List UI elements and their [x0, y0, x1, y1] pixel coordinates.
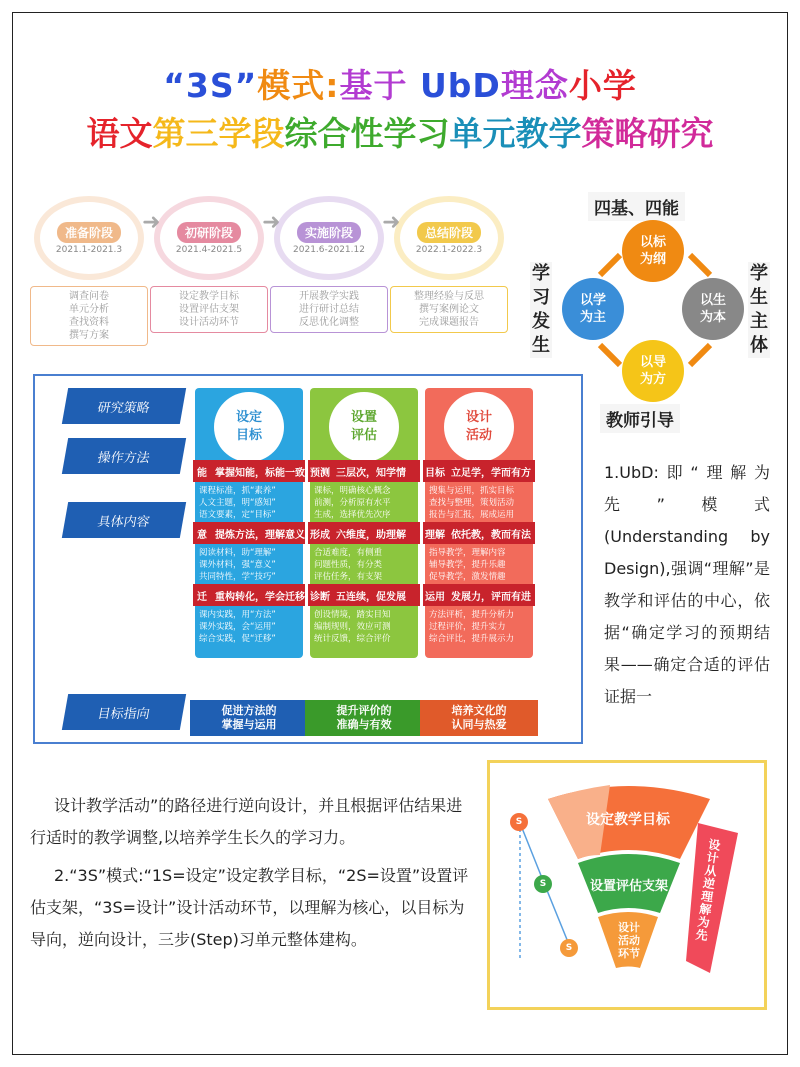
content-line: 创设情境，踏实目知 [314, 610, 391, 620]
stage-date: 2022.1-2022.3 [415, 244, 483, 255]
strip-tag: 诊断 [310, 591, 330, 603]
stage-date: 2021.4-2021.5 [175, 244, 243, 255]
strip-text: 五连续，促发展 [336, 591, 406, 603]
content-line: 综合实践，促“迁移” [199, 634, 276, 644]
stage-4 [390, 196, 508, 333]
method-strip [308, 584, 420, 606]
content-line: 促导教学，激发情趣 [429, 572, 506, 582]
stage-name: 实施阶段 [297, 222, 361, 243]
content-line: 查找与整理，策划活动 [429, 498, 515, 508]
method-strip [193, 460, 305, 482]
ubd-description: 1.UbD:即“理解为先”模式(Understanding by Design),强调“理解”是教学和评估的中心，依据“确定学习的预期结果——确定合适的评估证据一 [604, 463, 770, 706]
column-head: 设计 活动 [444, 392, 514, 462]
content-line: 统计反馈，综合评价 [314, 634, 391, 644]
strip-text: 发展力，评而有进 [451, 591, 531, 603]
content-line: 方法评析，提升分析力 [429, 610, 515, 620]
stage-item: 单元分析 [69, 304, 109, 315]
strip-tag: 目标 [425, 467, 445, 479]
fan-side-label: 设计从逆 理解为先 [694, 837, 722, 944]
strip-text: 提炼方法，理解意义 [215, 529, 305, 541]
stage-item: 设置评估支架 [179, 304, 239, 315]
content-line: 阅读材料，助“理解” [199, 548, 276, 558]
method-strip [423, 584, 535, 606]
method-strip [423, 522, 535, 544]
goal-2: 提升评价的 准确与有效 [305, 700, 423, 736]
content-line: 前测，分析原有水平 [314, 498, 391, 508]
content-line: 共同特性，学“技巧” [199, 572, 276, 582]
goal-1: 促进方法的 掌握与运用 [190, 700, 308, 736]
fan-layer-3: 设计 活动 环节 [618, 921, 640, 960]
title-segment: “3S” [163, 66, 258, 105]
stage-3 [270, 196, 388, 333]
content-line: 问题性质，有分类 [314, 560, 383, 570]
content-line: 搜集与运用，抓实目标 [429, 486, 515, 496]
row-tag-1: 研究策略 [62, 388, 186, 424]
method-strip [308, 522, 420, 544]
stage-item: 调查问卷 [69, 291, 109, 302]
cycle-bottom-label: 教师引导 [600, 404, 680, 433]
content-line: 评估任务，有支架 [314, 572, 383, 582]
content-line: 课程标准，抓“素养” [199, 486, 276, 496]
strategy-diagram [33, 374, 583, 744]
strip-tag: 迁 [197, 591, 207, 603]
strip-tag: 形成 [310, 529, 330, 541]
strip-text: 依托教，教而有法 [451, 529, 531, 541]
cycle-node-top: 以标 为纲 [622, 220, 684, 282]
stage-name: 准备阶段 [57, 222, 121, 243]
paragraph-2: 2.“3S”模式:“1S=设定”设定教学目标，“2S=设置”设置评估支架，“3S=设计”设计活动环节，以理解为核心，以目标为导向，逆向设计，三步(Step)习单元整体建构。 [30, 866, 469, 949]
method-strip [423, 460, 535, 482]
strip-text: 重构转化，学会迁移 [215, 591, 305, 603]
title-segment: 理念 [500, 66, 569, 105]
row-tag-4: 目标指向 [62, 694, 186, 730]
s-ball-1: S [510, 813, 528, 831]
title-segment: 综合性学习 [284, 114, 450, 153]
strip-tag: 预测 [310, 467, 330, 479]
stage-item: 查找资料 [69, 317, 109, 328]
strategy-column-1 [195, 388, 303, 658]
title-segment: 策略研究 [581, 114, 714, 153]
fan-layer-2: 设置评估支架 [590, 879, 669, 894]
stage-item: 完成课题报告 [419, 317, 479, 328]
stage-item: 反思优化调整 [299, 317, 359, 328]
fan-layer-1: 设定教学目标 [586, 812, 670, 828]
stage-item: 撰写案例论文 [419, 304, 479, 315]
content-line: 课外实践，会“运用” [199, 622, 276, 632]
cycle-node-bottom: 以导 为方 [622, 340, 684, 402]
method-strip [308, 460, 420, 482]
strategy-column-3 [425, 388, 533, 658]
content-line: 过程评价，提升实力 [429, 622, 506, 632]
stage-1 [30, 196, 148, 346]
stage-date: 2021.6-2021.12 [293, 244, 365, 255]
strip-tag: 理解 [425, 529, 445, 541]
content-line: 指导教学，理解内容 [429, 548, 506, 558]
title-segment: 模式: [257, 66, 340, 105]
title-segment: UbD [420, 66, 501, 105]
content-line: 报告与汇报，展成运用 [429, 510, 515, 520]
s-ball-2: S [534, 875, 552, 893]
stage-2 [150, 196, 268, 333]
stage-ring [394, 196, 504, 280]
strip-tag: 运用 [425, 591, 445, 603]
cycle-left-label: 学习发生 [532, 263, 550, 356]
strip-text: 六维度，助理解 [336, 529, 406, 541]
stage-item: 设定教学目标 [179, 291, 239, 302]
content-line: 合适难度，有侧重 [314, 548, 383, 558]
stage-items [390, 286, 508, 333]
stage-items [30, 286, 148, 346]
title-segment: 语文 [86, 114, 153, 153]
3s-fan-diagram [487, 760, 767, 1010]
stage-date: 2021.1-2021.3 [55, 244, 123, 255]
content-line: 人文主题，明“感知” [199, 498, 276, 508]
content-line: 综合评比，提升展示力 [429, 634, 515, 644]
method-strip [193, 522, 305, 544]
stage-arrow-icon: ➜ [382, 210, 401, 235]
title-line-2 [0, 108, 800, 155]
strip-text: 掌握知能，标能一致 [215, 467, 305, 479]
cycle-node-left: 以学 为主 [562, 278, 624, 340]
strip-tag: 能 [197, 467, 207, 479]
stage-item: 整理经验与反思 [414, 291, 484, 302]
stage-item: 进行研讨总结 [299, 304, 359, 315]
stage-ring [34, 196, 144, 280]
method-strip [193, 584, 305, 606]
title-segment: 单元教学 [449, 114, 582, 153]
content-line: 生成，选择优先次序 [314, 510, 391, 520]
title-segment: 第三学段 [152, 114, 285, 153]
cycle-top-label: 四基、四能 [588, 192, 685, 221]
goal-3: 培养文化的 认同与热爱 [420, 700, 538, 736]
stage-name: 初研阶段 [177, 222, 241, 243]
cycle-node-right: 以生 为本 [682, 278, 744, 340]
s-ball-3: S [560, 939, 578, 957]
stage-arrow-icon: ➜ [142, 210, 161, 235]
strip-text: 三层次，知学情 [336, 467, 406, 479]
column-head: 设置 评估 [329, 392, 399, 462]
stage-arrow-icon: ➜ [262, 210, 281, 235]
stage-name: 总结阶段 [417, 222, 481, 243]
stage-item: 设计活动环节 [179, 317, 239, 328]
content-line: 课标，明确核心概念 [314, 486, 391, 496]
row-tag-2: 操作方法 [62, 438, 186, 474]
stage-ring [154, 196, 264, 280]
cycle-right-label: 学生主体 [750, 263, 768, 356]
stage-ring [274, 196, 384, 280]
strip-text: 立足学，学而有方 [451, 467, 531, 479]
content-line: 课内实践，用“方法” [199, 610, 276, 620]
title-segment: 小学 [568, 66, 637, 105]
row-tag-3: 具体内容 [62, 502, 186, 538]
content-line: 编制规则，效应可测 [314, 622, 391, 632]
content-line: 课外材料，强“意义” [199, 560, 276, 570]
column-head: 设定 目标 [214, 392, 284, 462]
stage-items [150, 286, 268, 333]
content-line: 语文要素，定“目标” [199, 510, 276, 520]
stage-items [270, 286, 388, 333]
strategy-column-2 [310, 388, 418, 658]
stage-item: 撰写方案 [69, 330, 109, 341]
strip-tag: 意 [197, 529, 207, 541]
paragraph-1: 设计教学活动”的路径进行逆向设计，并且根据评估结果进行适时的教学调整,以培养学生长久的学习力。 [30, 796, 463, 847]
title-line-1 [0, 60, 800, 107]
stage-item: 开展教学实践 [299, 291, 359, 302]
title-segment: 基于 [339, 66, 420, 105]
content-line: 辅导教学，提升乐趣 [429, 560, 506, 570]
